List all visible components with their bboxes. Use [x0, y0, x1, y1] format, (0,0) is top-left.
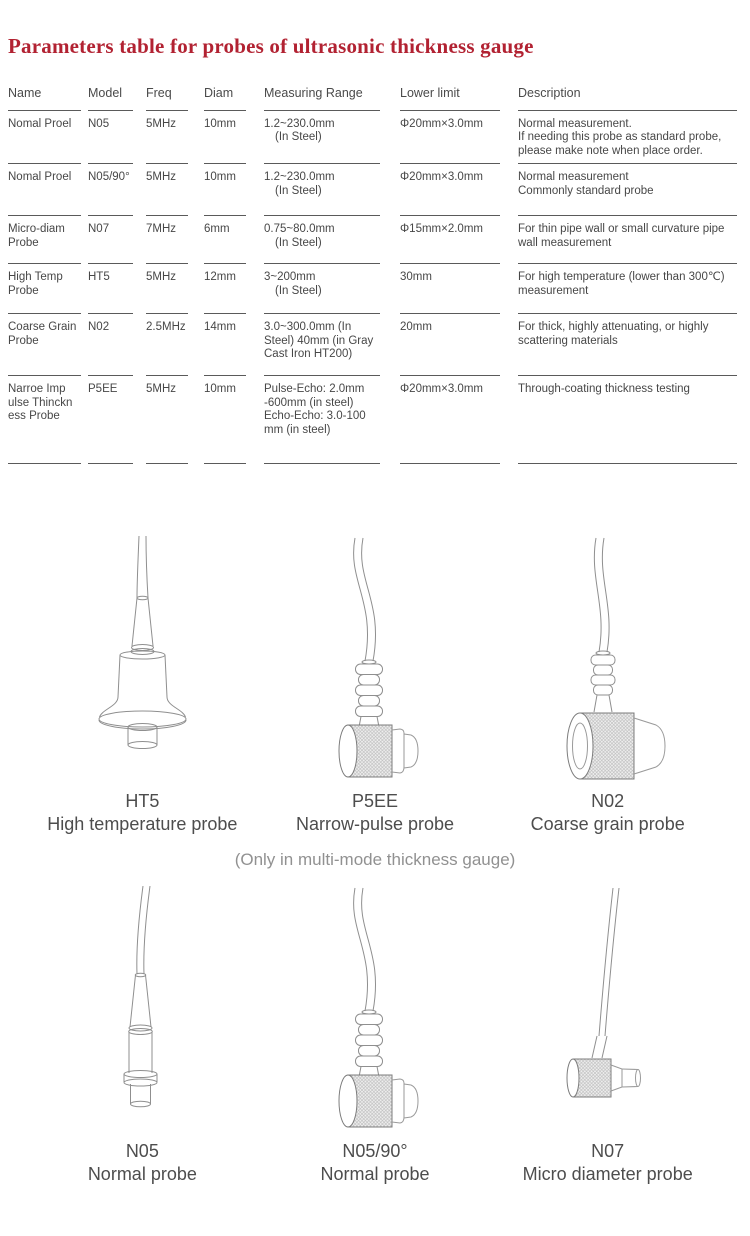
cell-model: N05: [88, 111, 133, 165]
cell-name: [8, 216, 81, 264]
cell-diam: 6mm: [204, 216, 246, 264]
cell-freq: 7MHz: [146, 216, 188, 264]
cell-description: [518, 164, 737, 216]
probe-model: HT5: [125, 791, 160, 811]
cell-measuring-range: [264, 264, 380, 314]
text-line: (In Steel): [275, 284, 322, 297]
cell-lower-limit: 30mm: [400, 264, 500, 314]
cell-freq: 2.5MHz: [146, 314, 188, 376]
text-line: ess Probe: [8, 410, 60, 422]
cell-freq: 5MHz: [146, 164, 188, 216]
parameters-table: [8, 85, 737, 464]
text-line: Coarse Grain: [8, 321, 77, 333]
figure-n05-90: [259, 886, 492, 1186]
text-line: Through-coating thickness testing: [518, 383, 690, 395]
figure-caption: [523, 1140, 693, 1186]
cell-freq: 5MHz: [146, 111, 188, 165]
probe-model: N05: [125, 1141, 159, 1161]
text-line: Commonly standard probe: [518, 184, 654, 197]
figure-n02: [491, 536, 724, 836]
text-line: If needing this probe as standard probe,: [518, 131, 722, 143]
cell-name: [8, 264, 81, 314]
table-row: [8, 216, 737, 264]
cell-model: N05/90°: [88, 164, 133, 216]
probe-figures-top: [0, 536, 750, 836]
col-header-freq: Freq: [146, 85, 188, 111]
text-line: mm (in steel): [264, 423, 331, 436]
figure-caption: [296, 790, 454, 836]
col-header-name: Name: [8, 85, 81, 111]
table-header-row: [8, 85, 737, 111]
cell-description: [518, 376, 737, 464]
text-line: Probe: [8, 334, 39, 347]
cell-measuring-range: [264, 111, 380, 165]
cell-description: [518, 216, 737, 264]
figure-caption: [47, 790, 237, 836]
text-line: 1.2~230.0mm: [264, 171, 335, 183]
probe-model: N07: [591, 1141, 625, 1161]
text-line: Echo-Echo: 3.0-100: [264, 410, 366, 422]
text-line: Pulse-Echo: 2.0mm: [264, 383, 365, 395]
text-line: wall measurement: [518, 236, 612, 249]
col-header-description: Description: [518, 85, 737, 111]
text-line: 3~200mm: [264, 271, 316, 283]
text-line: Nomal Proel: [8, 117, 72, 130]
cell-measuring-range: [264, 164, 380, 216]
figure-p5ee: [259, 536, 492, 836]
probe-model: N05/90°: [342, 1141, 408, 1161]
cell-name: [8, 314, 81, 376]
probe-model: P5EE: [351, 791, 399, 811]
probe-label: Narrow-pulse probe: [295, 814, 455, 834]
cell-lower-limit: 20mm: [400, 314, 500, 376]
text-line: ulse Thinckn: [8, 396, 73, 409]
text-line: For thick, highly attenuating, or highly: [518, 321, 709, 333]
probe-label: Coarse grain probe: [530, 814, 685, 834]
text-line: Narroe Imp: [8, 383, 66, 395]
cell-diam: 12mm: [204, 264, 246, 314]
col-header-lower-limit: Lower limit: [400, 85, 500, 111]
ht5-probe-drawing: [27, 536, 257, 784]
multi-mode-note: (Only in multi-mode thickness gauge): [234, 850, 516, 869]
table-row: [8, 264, 737, 314]
page-title: Parameters table for probes of ultrasonic thickness gauge: [8, 34, 534, 58]
text-line: please make note when place order.: [518, 144, 703, 157]
figure-caption: [88, 1140, 197, 1186]
text-line: Probe: [8, 284, 39, 297]
text-line: (In Steel): [275, 184, 322, 197]
cell-lower-limit: Φ15mm×2.0mm: [400, 216, 500, 264]
cell-diam: 14mm: [204, 314, 246, 376]
text-line: scattering materials: [518, 334, 618, 347]
probe-model: N02: [591, 791, 625, 811]
cell-description: [518, 314, 737, 376]
cell-name: [8, 376, 81, 464]
figure-caption: [531, 790, 685, 836]
probe-label: Micro diameter probe: [522, 1164, 693, 1184]
n02-probe-drawing: [493, 536, 723, 784]
cell-model: N02: [88, 314, 133, 376]
probe-label: Normal probe: [320, 1164, 430, 1184]
col-header-diam: Diam: [204, 85, 246, 111]
cell-lower-limit: Φ20mm×3.0mm: [400, 111, 500, 165]
text-line: 1.2~230.0mm: [264, 117, 335, 130]
col-header-measuring-range: Measuring Range: [264, 85, 380, 111]
cell-diam: 10mm: [204, 164, 246, 216]
text-line: Micro-diam: [8, 223, 65, 235]
cell-name: [8, 164, 81, 216]
figure-n05: [26, 886, 259, 1186]
cell-lower-limit: Φ20mm×3.0mm: [400, 376, 500, 464]
cell-lower-limit: Φ20mm×3.0mm: [400, 164, 500, 216]
cell-name: [8, 111, 81, 165]
text-line: -600mm (in steel): [264, 396, 354, 409]
figure-ht5: [26, 536, 259, 836]
cell-diam: 10mm: [204, 111, 246, 165]
col-header-model: Model: [88, 85, 133, 111]
text-line: Probe: [8, 236, 39, 249]
table-row: [8, 314, 737, 376]
n05-90-probe-drawing: [260, 886, 490, 1134]
text-line: For thin pipe wall or small curvature pipe: [518, 223, 725, 235]
cell-model: N07: [88, 216, 133, 264]
cell-freq: 5MHz: [146, 264, 188, 314]
text-line: measurement: [518, 284, 589, 297]
cell-diam: 10mm: [204, 376, 246, 464]
cell-description: [518, 111, 737, 165]
table-row: [8, 111, 737, 165]
table-row: [8, 164, 737, 216]
text-line: 0.75~80.0mm: [264, 223, 335, 235]
text-line: Cast Iron HT200): [264, 348, 353, 360]
cell-measuring-range: [264, 216, 380, 264]
text-line: (In Steel): [275, 131, 322, 143]
probe-label: Normal probe: [87, 1164, 197, 1184]
cell-model: HT5: [88, 264, 133, 314]
text-line: Steel) 40mm (in Gray: [264, 334, 374, 347]
probe-label: High temperature probe: [47, 814, 238, 834]
page: [0, 34, 750, 1236]
figure-n07: [491, 886, 724, 1186]
n07-probe-drawing: [493, 886, 723, 1134]
text-line: Normal measurement: [518, 171, 629, 183]
cell-measuring-range: [264, 314, 380, 376]
figure-caption: [320, 1140, 429, 1186]
table-row: [8, 376, 737, 464]
cell-model: P5EE: [88, 376, 133, 464]
n05-probe-drawing: [27, 886, 257, 1134]
text-line: Nomal Proel: [8, 171, 72, 183]
text-line: Normal measurement.: [518, 117, 632, 130]
cell-freq: 5MHz: [146, 376, 188, 464]
text-line: For high temperature (lower than 300℃): [518, 271, 725, 283]
cell-measuring-range: [264, 376, 380, 464]
p5ee-probe-drawing: [260, 536, 490, 784]
probe-figures-bottom: [0, 886, 750, 1186]
text-line: (In Steel): [275, 236, 322, 249]
text-line: High Temp: [8, 271, 63, 283]
text-line: 3.0~300.0mm (In: [264, 321, 352, 333]
cell-description: [518, 264, 737, 314]
